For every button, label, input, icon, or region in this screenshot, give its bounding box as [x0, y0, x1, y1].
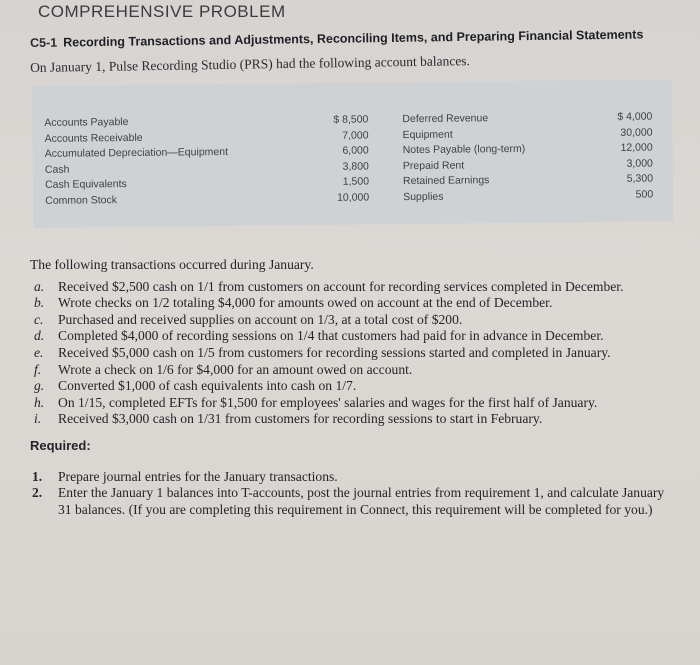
- account-name: Retained Earnings: [402, 174, 490, 188]
- transaction-letter: i.: [34, 411, 42, 427]
- transaction-text: Received $3,000 cash on 1/31 from customers for recording sessions to start in February.: [58, 411, 543, 427]
- transaction-letter: b.: [34, 295, 45, 311]
- transaction-letter: c.: [34, 311, 44, 327]
- account-amount: 3,000: [626, 157, 653, 170]
- transaction-letter: g.: [34, 378, 45, 394]
- account-name: Prepaid Rent: [402, 159, 465, 172]
- account-name: Supplies: [403, 190, 444, 204]
- requirement-number: 2.: [32, 485, 43, 501]
- account-amount: 3,800: [342, 160, 369, 173]
- account-amount: $ 4,000: [617, 110, 653, 123]
- transaction-text: Wrote checks on 1/2 totaling $4,000 for amounts owed on account at the end of December.: [58, 295, 553, 311]
- account-name: Cash Equivalents: [44, 178, 127, 192]
- problem-title-text: Recording Transactions and Adjustments, Reconciling Items, and Preparing Financial Statements: [63, 27, 644, 50]
- right-account-names: [402, 111, 526, 206]
- account-amount: 6,000: [342, 144, 369, 157]
- account-name: Accounts Payable: [44, 115, 129, 129]
- requirement-item: [30, 469, 680, 486]
- account-amount: 1,500: [342, 175, 370, 189]
- problem-title: [30, 27, 690, 50]
- transaction-text: On 1/15, completed EFTs for $1,500 for employees' salaries and wages for the first half of January.: [58, 394, 598, 410]
- account-amount: 500: [635, 188, 654, 201]
- transaction-text: Received $2,500 cash on 1/1 from customers on account for recording services completed in December.: [58, 278, 624, 294]
- transaction-item: [30, 345, 680, 362]
- transaction-text: Converted $1,000 of cash equivalents into cash on 1/7.: [58, 378, 357, 394]
- transaction-item: [30, 378, 680, 395]
- section-heading: COMPREHENSIVE PROBLEM: [38, 2, 286, 21]
- account-name: Cash: [44, 163, 70, 176]
- account-amount: 12,000: [620, 141, 653, 155]
- problem-body: [30, 257, 680, 518]
- transaction-letter: h.: [34, 394, 45, 410]
- transaction-item: [30, 362, 680, 379]
- requirement-item: [30, 485, 680, 518]
- account-name: Common Stock: [45, 194, 118, 207]
- transaction-item: [30, 312, 680, 329]
- requirement-number: 1.: [32, 468, 43, 484]
- account-name: Notes Payable (long-term): [402, 143, 526, 157]
- account-amount: $ 8,500: [333, 113, 369, 126]
- transaction-item: [30, 279, 680, 296]
- transaction-text: Completed $4,000 of recording sessions on 1/4 that customers had paid for in advance in December.: [58, 328, 604, 344]
- transaction-letter: d.: [34, 328, 45, 344]
- account-amount: 10,000: [336, 191, 370, 204]
- requirement-text: Enter the January 1 balances into T-accounts, post the journal entries from requirement 1, and calculate January 31 balances. (If you are completing this requirement in Connect, this requirement will be completed for you.): [58, 485, 665, 517]
- problem-number: C5-1: [30, 35, 58, 50]
- account-amount: 30,000: [620, 126, 653, 139]
- transaction-text: Wrote a check on 1/6 for $4,000 for an amount owed on account.: [58, 361, 413, 377]
- transaction-item: [30, 328, 680, 345]
- account-amount: 7,000: [342, 129, 369, 142]
- account-name: Deferred Revenue: [402, 112, 489, 126]
- transaction-item: [30, 395, 680, 412]
- intro-text: On January 1, Pulse Recording Studio (PRS) had the following account balances.: [30, 53, 470, 75]
- transaction-item: [30, 411, 680, 428]
- right-account-amounts: [592, 110, 653, 204]
- transaction-text: Purchased and received supplies on account on 1/3, at a total cost of $200.: [58, 311, 463, 327]
- left-account-names: [44, 114, 228, 209]
- account-amount: 5,300: [626, 172, 654, 186]
- transaction-item: [30, 295, 680, 312]
- account-name: Equipment: [402, 128, 453, 141]
- left-account-amounts: [308, 112, 369, 206]
- transaction-letter: a.: [34, 278, 45, 294]
- requirement-text: Prepare journal entries for the January transactions.: [58, 468, 338, 484]
- transaction-letter: e.: [34, 344, 44, 360]
- transaction-letter: f.: [34, 361, 42, 377]
- account-balances-table: [32, 79, 673, 228]
- transactions-lead: The following transactions occurred during January.: [30, 257, 314, 272]
- account-name: Accounts Receivable: [44, 131, 143, 145]
- account-name: Accumulated Depreciation—Equipment: [44, 146, 229, 161]
- transaction-text: Received $5,000 cash on 1/5 from customers for recording sessions started and completed in January.: [58, 344, 611, 360]
- required-heading: Required:: [30, 437, 91, 453]
